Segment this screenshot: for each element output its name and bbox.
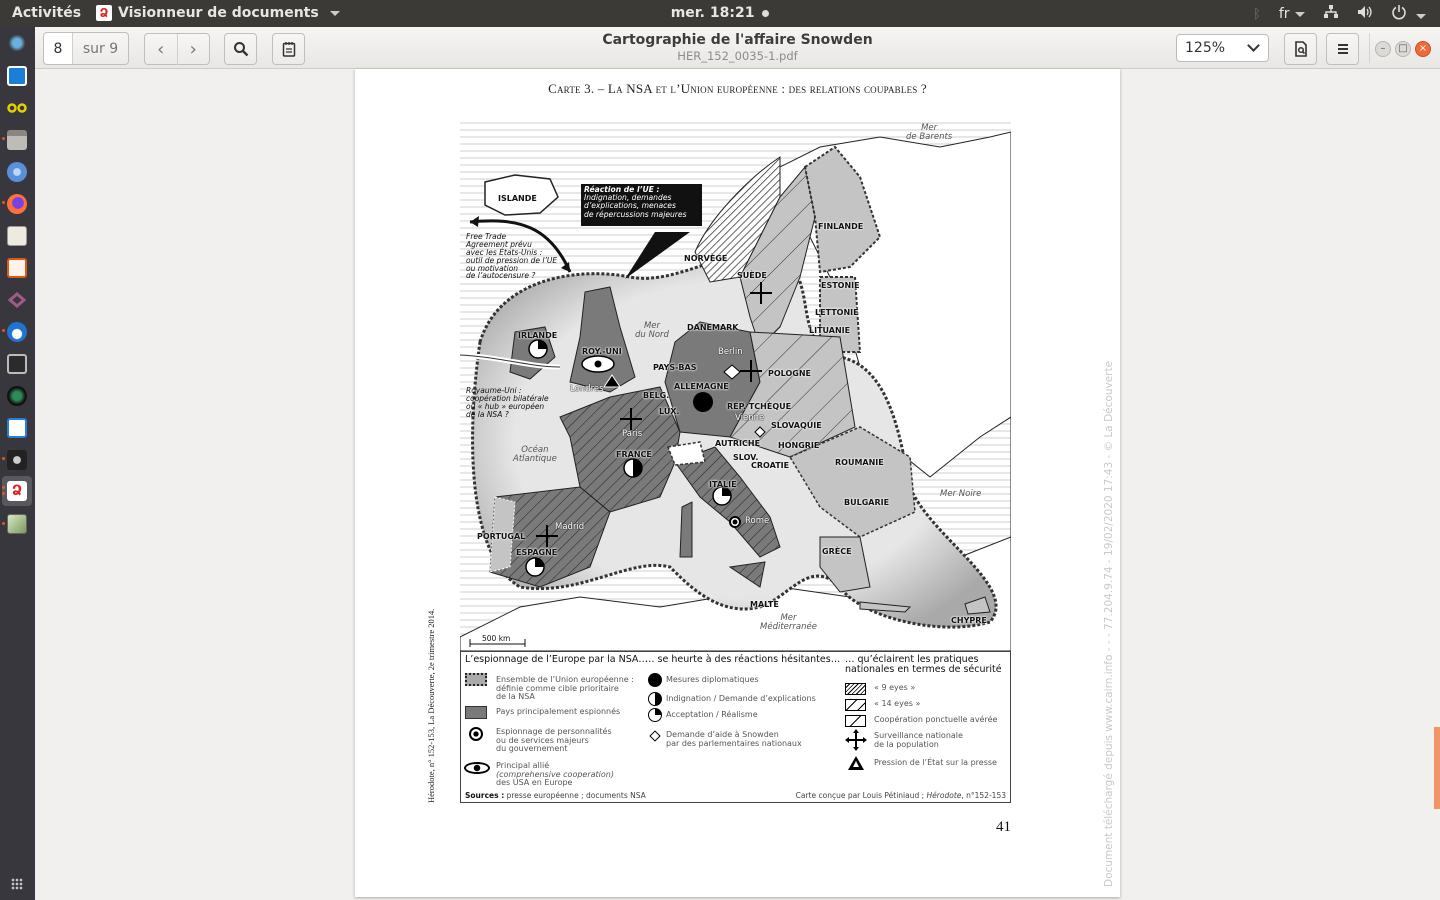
document-viewer-icon: Ձ: [96, 5, 112, 21]
label-pays-bas: PAYS-BAS: [653, 363, 697, 372]
map-caption: Carte 3. – La NSA et l’Union européenne : des relations coupables ?: [548, 81, 927, 96]
minimize-button[interactable]: –: [1375, 41, 1391, 57]
document-properties-button[interactable]: [1284, 33, 1317, 65]
label-autriche: AUTRICHE: [715, 439, 761, 448]
city-rome: Rome: [745, 516, 770, 526]
thunderbird-icon[interactable]: [7, 322, 27, 342]
triangle-icon: [847, 755, 865, 775]
label-malte: MALTE: [750, 600, 779, 609]
image-viewer-icon[interactable]: [7, 514, 27, 534]
terminal-icon[interactable]: [7, 354, 27, 374]
power-icon: [1391, 4, 1407, 20]
callout-title: Réaction de l’UE :: [584, 185, 660, 194]
sea-nord: Mer du Nord: [635, 321, 669, 340]
label-estonie: ESTONIE: [821, 281, 860, 290]
city-paris: Paris: [622, 429, 643, 439]
label-grece: GRÈCE: [822, 547, 852, 556]
scale-label: 500 km: [482, 634, 511, 643]
sardinia-shape: [680, 502, 692, 557]
label-lux: LUX.: [659, 407, 680, 416]
label-roy-uni: ROY.-UNI: [582, 347, 622, 356]
europe-map: [460, 117, 1011, 651]
four-arrows-icon: [845, 729, 867, 755]
language-menu[interactable]: [1279, 6, 1305, 22]
sea-mediterranee: Mer Méditerranée: [760, 613, 817, 632]
uk-note: Royaume-Uni : coopération bilatérale ou « hub » européen de la NSA ?: [466, 386, 549, 419]
chromium-icon[interactable]: [7, 162, 27, 182]
map-sources: Sources : presse européenne ; documents NSA: [465, 791, 646, 800]
main-menu-button[interactable]: [1326, 33, 1359, 65]
chevron-down-icon: [1416, 14, 1426, 19]
legend-col1-title: L’espionnage de l’Europe par la NSA…: [465, 654, 648, 665]
fta-note: Free Trade Agreement prévu avec les États-Unis : outil de pression de l’UE ou motivation de l’autocensure ?: [466, 232, 558, 281]
label-slov: SLOV.: [733, 453, 759, 462]
map-credit: Carte conçue par Louis Pétiniaud ; Hérodote, n°152-153: [795, 791, 1006, 800]
dense-hatch-icon: [845, 683, 866, 695]
top-bar: [0, 0, 1440, 27]
label-belg: BELG.: [643, 391, 670, 400]
label-finlande: FINLANDE: [818, 222, 864, 231]
city-londres: Londres: [570, 384, 604, 394]
activities-button[interactable]: Activités: [12, 5, 82, 21]
legend-item: Espionnage de personnalités ou de services majeurs du gouvernement: [496, 727, 612, 754]
label-danemark: DANEMARK: [687, 323, 739, 332]
target-circle-icon: [469, 727, 483, 741]
filled-circle-icon: [648, 673, 662, 687]
single-hatch-icon: [845, 715, 866, 727]
label-hongrie: HONGRIE: [778, 441, 820, 450]
label-espagne: ESPAGNE: [516, 548, 558, 557]
zoom-value: 125%: [1185, 40, 1226, 56]
proxy-icon[interactable]: [7, 98, 27, 118]
writer-icon[interactable]: [7, 418, 27, 438]
chevron-down-icon: [1247, 39, 1260, 52]
document-viewer-icon[interactable]: Ձ: [7, 481, 27, 501]
webcam-icon[interactable]: [7, 450, 27, 470]
text-editor-icon[interactable]: [7, 226, 27, 246]
next-page-button[interactable]: ›: [189, 38, 197, 60]
gray-fill-icon: [465, 706, 487, 719]
quarter-circle-icon: [648, 708, 662, 722]
show-apps-icon[interactable]: [11, 878, 23, 890]
sea-noire: Mer Noire: [940, 489, 982, 499]
legend-col3-title: … qu’éclairent les pratiques nationales en termes de sécurité: [845, 654, 1002, 675]
label-irlande: IRLANDE: [518, 331, 558, 340]
legend-item: Ensemble de l’Union européenne : définie comme cible prioritaire de la NSA: [496, 675, 634, 702]
sea-atlantique: Océan Atlantique: [513, 445, 557, 464]
city-madrid: Madrid: [555, 522, 585, 532]
legend-item: Pays principalement espionnés: [496, 707, 621, 716]
callout-line: de répercussions majeures: [584, 209, 687, 219]
network-icon[interactable]: [1323, 5, 1339, 23]
label-lituanie: LITUANIE: [809, 326, 851, 335]
document-filename: HER_152_0035-1.pdf: [677, 49, 798, 63]
page-number-input[interactable]: 8: [44, 33, 73, 64]
diplomatic-measures-icon: [693, 392, 713, 412]
power-menu[interactable]: [1391, 4, 1426, 24]
label-islande: ISLANDE: [498, 194, 537, 203]
bluetooth-icon[interactable]: ᛒ: [1253, 6, 1261, 22]
dock: [0, 27, 35, 900]
callout-line: Indignation, demandes: [584, 193, 672, 203]
label-lettonie: LETTONIE: [815, 308, 859, 317]
label-roumanie: ROUMANIE: [835, 458, 884, 467]
steam-icon[interactable]: [7, 33, 27, 53]
document-title: Cartographie de l'affaire Snowden: [602, 32, 873, 48]
legend-item: Principal allié (comprehensive cooperation) des USA en Europe: [496, 761, 614, 788]
label-norvege: NORVÈGE: [684, 254, 728, 263]
maximize-button[interactable]: □: [1395, 41, 1411, 57]
label-france: FRANCE: [616, 450, 652, 459]
chevron-down-icon: [1295, 12, 1305, 17]
legend-item: Acceptation / Réalisme: [666, 710, 758, 719]
eu-dotted-border-icon: [465, 673, 487, 686]
close-button[interactable]: ×: [1415, 41, 1431, 57]
label-italie: ITALIE: [709, 480, 737, 489]
firefox-icon[interactable]: [7, 194, 27, 214]
system-monitor-icon[interactable]: [7, 66, 27, 86]
side-citation: Hérodote, n° 152-153, La Découverte, 2e trimestre 2014.: [426, 608, 436, 803]
sync-icon[interactable]: [7, 290, 27, 310]
legend-item: Demande d’aide à Snowden par des parlementaires nationaux: [666, 730, 802, 748]
legend-item: Coopération ponctuelle avérée: [874, 715, 998, 724]
label-portugal: PORTUGAL: [477, 532, 526, 541]
camera-app-icon[interactable]: [7, 386, 27, 406]
header-bar: [35, 27, 1440, 69]
previous-page-button[interactable]: ‹: [157, 38, 165, 60]
volume-icon[interactable]: [1357, 5, 1373, 23]
callout-line: d’explications, menaces: [584, 201, 676, 211]
label-allemagne: ALLEMAGNE: [674, 382, 729, 391]
label-chypre: CHYPRE: [951, 616, 987, 625]
chevron-down-icon: [330, 11, 340, 16]
diamond-icon: [649, 730, 660, 741]
sea-barents: Mer de Barents: [906, 123, 953, 142]
city-vienne: Vienne: [735, 413, 765, 423]
legend-item: Indignation / Demande d’explications: [666, 694, 816, 703]
system-tray: [1253, 4, 1426, 24]
legend-item: Surveillance nationale de la population: [874, 731, 963, 749]
download-watermark: Document téléchargé depuis www.cairn.info - - - 77.204.9.74 - 19/02/2020 17:43 - © La Découverte: [1103, 360, 1115, 887]
medium-hatch-icon: [845, 699, 866, 711]
switzerland-shape: [668, 442, 705, 465]
clock[interactable]: mer. 18:21: [670, 5, 755, 21]
label-pologne: POLOGNE: [768, 369, 812, 378]
legend-item: Pression de l’État sur la presse: [874, 758, 997, 767]
map-legend: [460, 651, 1011, 803]
label-bulgarie: BULGARIE: [844, 498, 890, 507]
files-icon[interactable]: [7, 130, 27, 150]
page-total: sur 9: [82, 40, 119, 57]
half-circle-icon: [648, 692, 662, 706]
app-menu[interactable]: [96, 5, 340, 21]
label-rep-tcheque: RÉP. TCHÈQUE: [727, 402, 792, 411]
map-graphic: [460, 117, 1011, 651]
document-search-icon: [1294, 41, 1308, 57]
label-slovaquie: SLOVAQUIE: [771, 421, 822, 430]
eu-reaction-callout: [581, 184, 702, 226]
app-menu-label: Visionneur de documents: [118, 5, 319, 21]
label-suede: SUÈDE: [737, 271, 767, 280]
notification-dot-icon: [762, 10, 769, 17]
zoom-select[interactable]: [1176, 34, 1269, 62]
pdf-page: [355, 69, 1120, 897]
legend-item: Mesures diplomatiques: [666, 675, 759, 684]
scrollbar-thumb[interactable]: [1434, 727, 1440, 809]
impress-icon[interactable]: [7, 258, 27, 278]
legend-item: « 9 eyes »: [874, 683, 916, 692]
page-number: 41: [996, 819, 1011, 835]
document-view[interactable]: [35, 69, 1440, 900]
language-label: fr: [1278, 6, 1290, 22]
eye-icon: [464, 762, 490, 774]
legend-col2-title: … se heurte à des réactions hésitantes…: [645, 654, 841, 665]
legend-item: « 14 eyes »: [874, 699, 921, 708]
label-croatie: CROATIE: [751, 461, 790, 470]
hamburger-icon: [1336, 43, 1350, 55]
city-berlin: Berlin: [718, 347, 743, 357]
